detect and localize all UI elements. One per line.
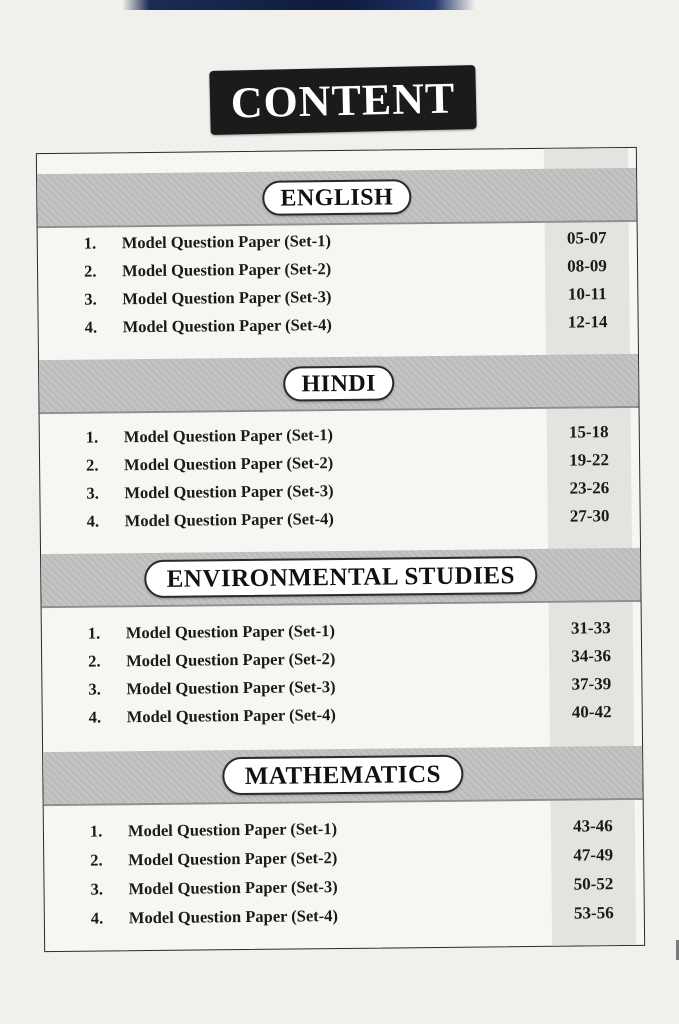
row-label: Model Question Paper (Set-4) xyxy=(126,705,336,727)
row-number: 1. xyxy=(89,821,103,841)
content-heading-text: CONTENT xyxy=(230,72,456,128)
row-label: Model Question Paper (Set-4) xyxy=(122,315,332,337)
section-hindi xyxy=(39,354,639,412)
row-label: Model Question Paper (Set-3) xyxy=(122,287,332,309)
row-number: 3. xyxy=(84,289,97,309)
row-pages: 37-39 xyxy=(571,674,612,694)
row-pages: 34-36 xyxy=(571,646,612,666)
section-title: ENVIRONMENTAL STUDIES xyxy=(144,556,537,598)
row-number: 2. xyxy=(88,651,101,671)
row-number: 2. xyxy=(83,261,97,281)
section-header-band xyxy=(37,168,637,226)
row-label: Model Question Paper (Set-4) xyxy=(124,509,334,531)
row-number: 4. xyxy=(88,707,102,727)
row-label: Model Question Paper (Set-1) xyxy=(123,425,334,447)
row-label: Model Question Paper (Set-1) xyxy=(121,231,332,253)
row-pages: 27-30 xyxy=(569,506,610,526)
section-header-band xyxy=(41,548,641,606)
section-title: HINDI xyxy=(283,365,394,401)
row-pages: 50-52 xyxy=(573,874,614,894)
row-pages: 08-09 xyxy=(567,256,607,276)
section-title: MATHEMATICS xyxy=(223,755,464,796)
section-mathematics xyxy=(43,746,643,804)
row-number: 2. xyxy=(86,455,99,475)
row-number: 3. xyxy=(86,483,99,503)
row-label: Model Question Paper (Set-2) xyxy=(126,649,336,671)
row-pages: 43-46 xyxy=(572,816,613,836)
row-pages: 23-26 xyxy=(569,478,610,498)
content-heading xyxy=(209,65,476,135)
row-pages: 12-14 xyxy=(567,312,608,332)
row-number: 1. xyxy=(83,233,97,253)
row-label: Model Question Paper (Set-4) xyxy=(128,906,339,928)
row-number: 4. xyxy=(84,317,98,337)
row-number: 4. xyxy=(86,511,100,531)
row-number: 3. xyxy=(88,679,101,699)
row-label: Model Question Paper (Set-2) xyxy=(128,848,338,870)
row-number: 1. xyxy=(85,427,99,447)
row-label: Model Question Paper (Set-1) xyxy=(125,621,336,643)
row-pages: 53-56 xyxy=(573,903,614,923)
row-number: 4. xyxy=(90,908,104,928)
section-title: ENGLISH xyxy=(262,179,411,216)
row-label: Model Question Paper (Set-2) xyxy=(121,259,332,281)
row-pages: 31-33 xyxy=(570,618,611,638)
row-number: 3. xyxy=(90,879,104,899)
section-english xyxy=(37,168,637,226)
row-number: 1. xyxy=(87,623,101,643)
row-label: Model Question Paper (Set-3) xyxy=(124,481,334,503)
row-pages: 40-42 xyxy=(571,702,612,722)
row-pages: 05-07 xyxy=(566,228,607,248)
row-label: Model Question Paper (Set-3) xyxy=(128,877,338,899)
row-pages: 10-11 xyxy=(567,284,607,304)
row-label: Model Question Paper (Set-1) xyxy=(127,819,338,841)
section-header-band xyxy=(43,746,643,804)
section-header-band xyxy=(39,354,639,412)
row-number: 2. xyxy=(90,850,103,870)
row-pages: 15-18 xyxy=(568,422,609,442)
row-label: Model Question Paper (Set-3) xyxy=(126,677,336,699)
contents-table xyxy=(36,147,645,952)
row-label: Model Question Paper (Set-2) xyxy=(124,453,334,475)
section-environmental-studies xyxy=(41,548,641,606)
cover-strip xyxy=(0,0,679,10)
row-pages: 47-49 xyxy=(573,845,614,865)
row-pages: 19-22 xyxy=(569,450,610,470)
